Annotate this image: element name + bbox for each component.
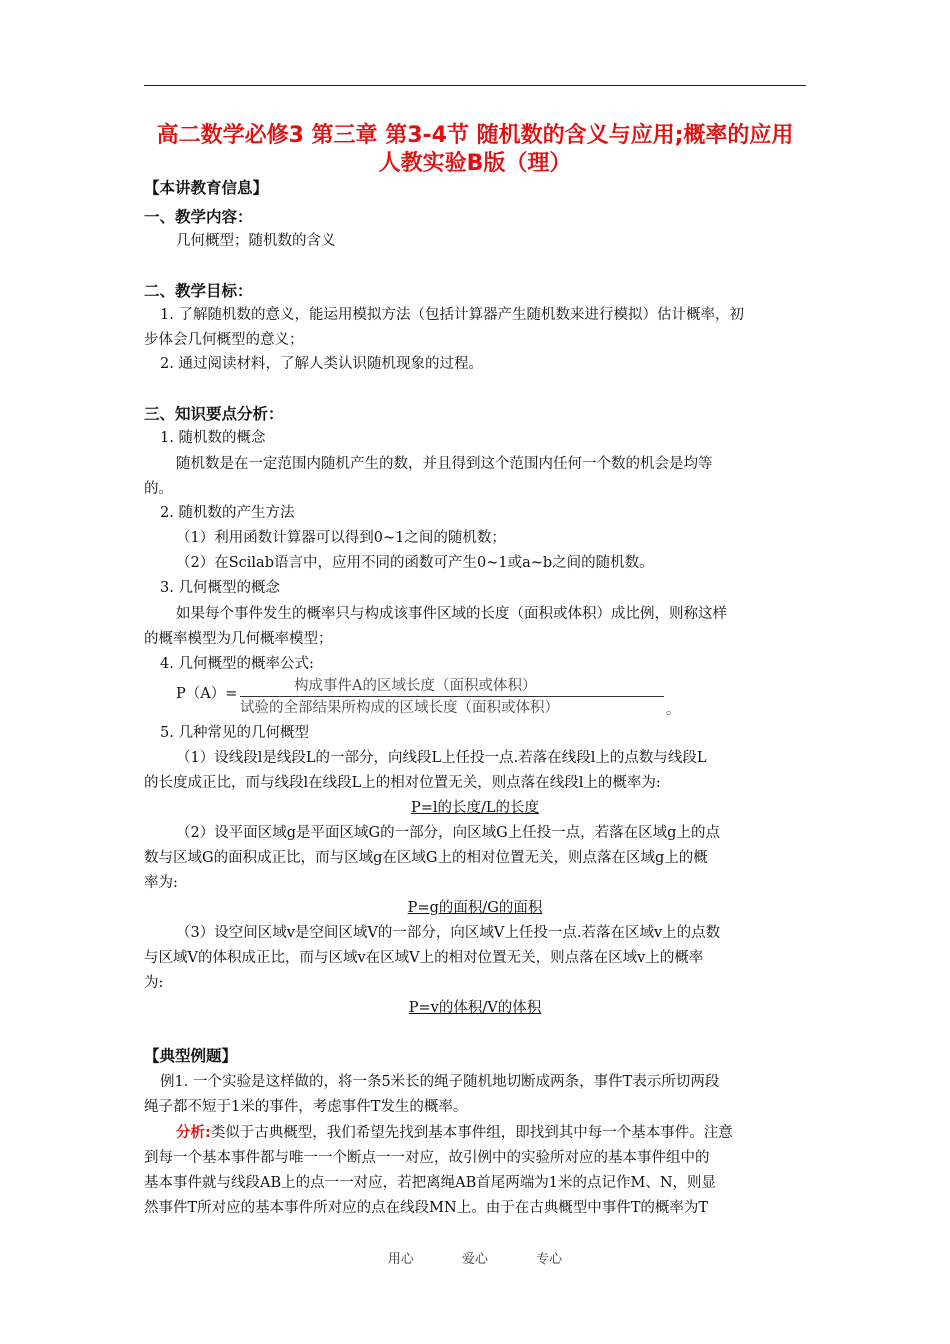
analysis-text-c: 基本事件就与线段AB上的点一一对应，若把离绳AB首尾两端为1米的点记作M、N，则显 <box>144 1175 717 1191</box>
footer-item-3: 专心 <box>536 1252 563 1267</box>
section1-heading: 一、教学内容： <box>144 208 253 226</box>
case2-text-a: （2）设平面区域g是平面区域G的一部分，向区域G上任投一点，若落在区域g上的点 <box>176 825 720 841</box>
p4-title: 4. 几何概型的概率公式: <box>160 656 314 672</box>
example1-text-a: 例1. 一个实验是这样做的，将一条5米长的绳子随机地切断成两条，事件T表示所切两段 <box>160 1074 720 1090</box>
info-header: 【本讲教育信息】 <box>144 179 269 197</box>
document-title-line2: 人教实验B版（理） <box>378 151 572 176</box>
p1-text-b: 的。 <box>144 481 173 497</box>
p1-text-a: 随机数是在一定范围内随机产生的数，并且得到这个范围内任何一个数的机会是均等 <box>176 456 713 472</box>
formula-denominator: 试验的全部结果所构成的区域长度（面积或体积） <box>240 700 559 716</box>
analysis-text-a: 类似于古典概型，我们希望先找到基本事件组，即找到其中每一个基本事件。注意 <box>210 1125 733 1141</box>
analysis-text-d: 然事件T所对应的基本事件所对应的点在线段MN上。由于在古典概型中事件T的概率为T <box>144 1200 709 1216</box>
example1-text-b: 绳子都不短于1米的事件，考虑事件T发生的概率。 <box>144 1099 468 1115</box>
footer-item-1: 用心 <box>387 1252 414 1267</box>
case1-formula: P=l的长度/L的长度 <box>410 800 540 816</box>
case3-text-a: （3）设空间区域v是空间区域V的一部分，向区域V上任投一点.若落在区域v上的点数 <box>176 925 721 941</box>
analysis-text-b: 到每一个基本事件都与唯一一个断点一一对应，故引例中的实验所对应的基本事件组中的 <box>144 1150 710 1166</box>
section3-heading: 三、知识要点分析： <box>144 405 284 423</box>
header-rule <box>144 85 806 86</box>
p2-item2: （2）在Scilab语言中，应用不同的函数可产生0~1或a~b之间的随机数。 <box>176 555 654 571</box>
section2-heading: 二、教学目标： <box>144 282 253 300</box>
p1-title: 1. 随机数的概念 <box>160 430 266 446</box>
case3-formula: P=v的体积/V的体积 <box>408 1000 542 1016</box>
p2-title: 2. 随机数的产生方法 <box>160 505 295 521</box>
p3-title: 3. 几何概型的概念 <box>160 580 280 596</box>
p3-text-a: 如果每个事件发生的概率只与构成该事件区域的长度（面积或体积）成比例，则称这样 <box>176 606 727 622</box>
p5-title: 5. 几种常见的几何概型 <box>160 725 309 741</box>
case3-text-b: 与区域V的体积成正比，而与区域v在区域V上的相对位置无关，则点落在区域v上的概率 <box>144 950 704 966</box>
case2-text-c: 率为: <box>144 875 178 891</box>
case1-text-b: 的长度成正比，而与线段l在线段L上的相对位置无关，则点落在线段l上的概率为: <box>144 775 661 791</box>
formula-numerator: 构成事件A的区域长度（面积或体积） <box>294 678 537 694</box>
case3-text-c: 为: <box>144 975 164 991</box>
section1-content: 几何概型；随机数的含义 <box>176 233 336 249</box>
formula-lhs: P（A）= <box>176 686 238 702</box>
analysis-label: 分析: <box>176 1125 211 1141</box>
case2-formula: P=g的面积/G的面积 <box>407 900 543 916</box>
p3-text-b: 的概率模型为几何概率模型； <box>144 631 333 647</box>
section2-item1-b: 步体会几何概型的意义； <box>144 332 304 348</box>
footer-item-2: 爱心 <box>461 1252 488 1267</box>
formula-end: 。 <box>666 702 681 718</box>
case2-text-b: 数与区域G的面积成正比，而与区域g在区域G上的相对位置无关，则点落在区域g上的概 <box>144 850 708 866</box>
case1-text-a: （1）设线段l是线段L的一部分，向线段L上任投一点.若落在线段l上的点数与线段L <box>176 750 707 766</box>
document-title-line1: 高二数学必修3 第三章 第3-4节 随机数的含义与应用;概率的应用 <box>156 123 794 148</box>
section2-item2: 2. 通过阅读材料，了解人类认识随机现象的过程。 <box>160 356 483 372</box>
section2-item1-a: 1. 了解随机数的意义，能运用模拟方法（包括计算器产生随机数来进行模拟）估计概率，初 <box>160 307 744 323</box>
p2-item1: （1）利用函数计算器可以得到0~1之间的随机数； <box>176 530 506 546</box>
examples-heading: 【典型例题】 <box>144 1047 238 1065</box>
page-footer <box>144 1248 806 1267</box>
analysis-line-a <box>176 1123 733 1143</box>
